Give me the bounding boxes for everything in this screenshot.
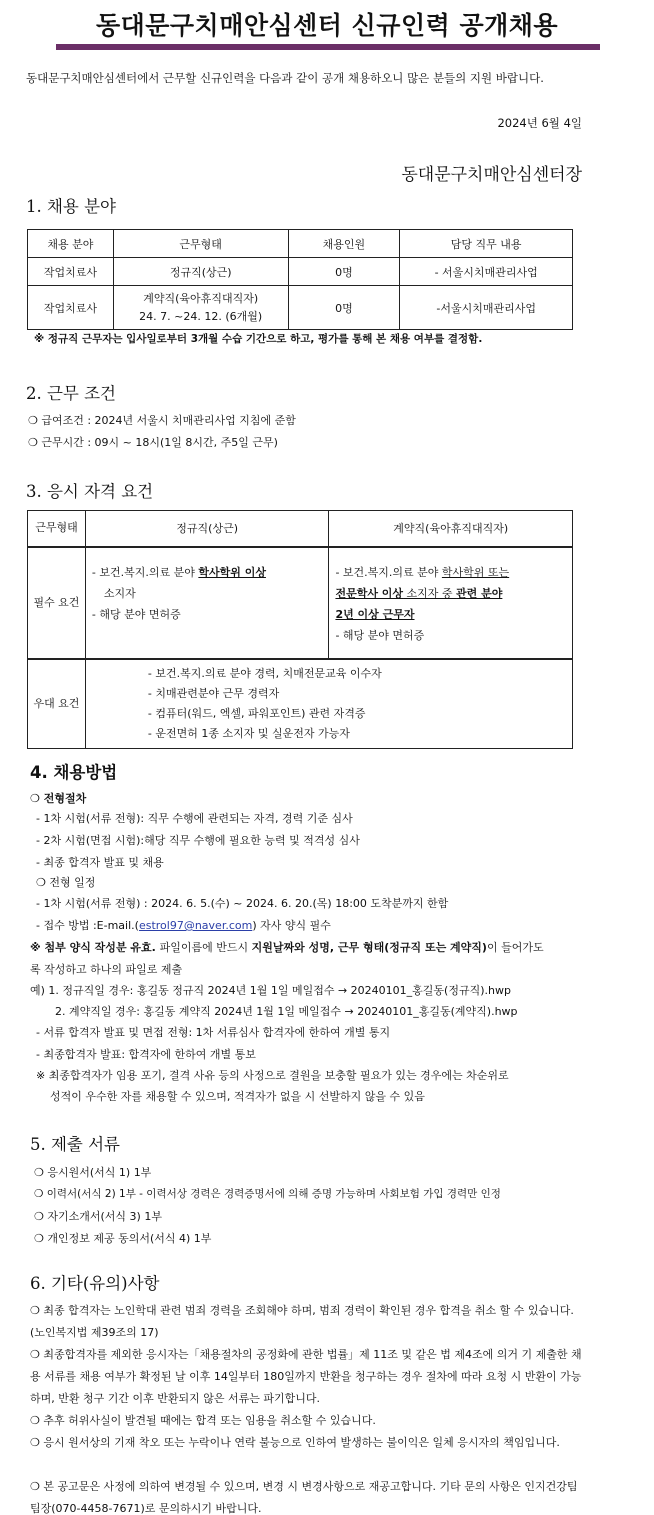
replacement-note: ※ 최종합격자가 임용 포기, 결격 사유 등의 사정으로 결원을 보충할 필요가 있는 경우에는 차순위로 — [36, 1069, 509, 1082]
table-row — [28, 258, 573, 286]
table-cell: 0명 — [288, 258, 400, 286]
requirement-text: - 보건.복지.의료 분야 — [91, 565, 199, 579]
document-item: ❍ 응시원서(서식 1) 1부 — [34, 1166, 152, 1179]
preferred-item: - 컴퓨터(워드, 엑셀, 파워포인트) 관련 자격증 — [147, 706, 366, 720]
table-header: 채용 분야 — [28, 230, 114, 258]
recruitment-field-table — [27, 229, 573, 330]
requirement-text: - 보건.복지.의료 분야 — [335, 565, 442, 579]
table-cell: -서울시치매관리사업 — [400, 286, 573, 330]
table-header: 근무형태 — [113, 230, 288, 258]
notice-paragraph: ❍ 최종합격자를 제외한 응시자는「채용절차의 공정화에 관한 법률」제 11조 및 같은 법 제4조에 의거 기 제출한 채용 서류를 채용 여부가 확정된 날 이후 14일부터 180일까지 반환을 청구하는 경우 절차에 따라 요청 시 반환이 가능하며, 반환 청구 기간 이후 반환되지 않은 서류는 파기합니다. — [30, 1348, 582, 1405]
process-step: - 1차 시험(서류 전형): 직무 수행에 관련되는 자격, 경력 기준 심사 — [36, 812, 353, 825]
table-row — [28, 286, 573, 330]
example-regular: 예) 1. 정규직일 경우: 홍길동 정규직 2024년 1월 1일 메일접수 → 20240101_홍길동(정규직).hwp — [30, 984, 511, 997]
note-emphasis: 지원날짜와 성명, 근무 형태(정규직 또는 계약직) — [251, 941, 487, 954]
note-text: 이 들어가도 — [486, 941, 544, 954]
document-item: ❍ 이력서(서식 2) 1부 - 이력서상 경력은 경력증명서에 의해 증명 가능하며 사회보험 가입 경력만 인정 — [34, 1188, 501, 1200]
attachment-note-cont: 록 작성하고 하나의 파일로 제출 — [30, 963, 183, 976]
table-header-row — [28, 511, 573, 547]
requirement-emphasis: 학사학위 또는 — [441, 565, 510, 579]
preferred-item: - 보건.복지.의료 분야 경력, 치매전문교육 이수자 — [147, 666, 382, 680]
table-cell: 0명 — [288, 286, 400, 330]
table-header-row — [28, 230, 573, 258]
process-step: - 2차 시험(면접 시험):해당 직무 수행에 필요한 능력 및 적격성 심사 — [36, 834, 360, 847]
section-6-title: 6. 기타(유의)사항 — [30, 1274, 160, 1293]
required-regular-cell — [85, 547, 329, 659]
requirement-line — [335, 562, 566, 583]
table-cell: 정규직(상근) — [113, 258, 288, 286]
section-5-title: 5. 제출 서류 — [30, 1135, 120, 1154]
table-row — [28, 659, 573, 749]
contract-type-label: 계약직(육아휴직대직자) — [143, 291, 259, 305]
replacement-note-cont: 성적이 우수한 자를 채용할 수 있으며, 적격자가 없을 시 선발하지 않을 수 있음 — [50, 1090, 425, 1103]
section-2-title: 2. 근무 조건 — [26, 384, 116, 403]
notice-paragraph: ❍ 본 공고문은 사정에 의하여 변경될 수 있으며, 변경 시 변경사항으로 재공고합니다. 기타 문의 사항은 인지건강팀 팀장(070-4458-7671)로 문의하시기 바랍니다. — [30, 1480, 578, 1515]
requirement-line: 소지자 — [103, 586, 136, 600]
requirement-line: - 해당 분야 면허증 — [91, 607, 181, 621]
requirement-line: - 해당 분야 면허증 — [335, 628, 425, 642]
interview-notice: - 서류 합격자 발표 및 면접 전형: 1차 서류심사 합격자에 한하여 개별 통지 — [36, 1026, 391, 1039]
probation-note: ※ 정규직 근무자는 입사일로부터 3개월 수습 기간으로 하고, 평가를 통해 본 채용 여부를 결정함. — [34, 333, 483, 345]
requirement-text: 소지자 중 — [403, 586, 457, 600]
table-header: 계약직(육아휴직대직자) — [329, 511, 573, 547]
announcement-date: 2024년 6월 4일 — [497, 116, 582, 130]
preferred-label: 우대 요건 — [28, 659, 86, 749]
schedule-item: - 1차 시험(서류 전형) : 2024. 6. 5.(수) ~ 2024. 6. 20.(목) 18:00 도착분까지 한함 — [36, 897, 449, 910]
requirement-line — [335, 583, 566, 604]
submission-text: - 접수 방법 :E-mail.( — [36, 919, 139, 932]
preferred-item: - 운전면허 1종 소지자 및 실운전자 가능자 — [147, 726, 350, 740]
table-cell: 작업치료사 — [28, 286, 114, 330]
title-underline-bar — [56, 44, 600, 50]
note-emphasis: ※ 첨부 양식 작성분 유효. — [30, 941, 160, 954]
note-text: 파일이름에 반드시 — [159, 941, 252, 954]
notice-paragraph: ❍ 응시 원서상의 기재 착오 또는 누락이나 연락 불능으로 인하여 발생하는 불이익은 일체 응시자의 책임입니다. — [30, 1436, 560, 1449]
qualification-table — [27, 510, 573, 749]
work-hours: ❍ 근무시간 : 09시 ~ 18시(1일 8시간, 주5일 근무) — [28, 436, 278, 449]
process-step: - 최종 합격자 발표 및 채용 — [36, 856, 164, 869]
notice-paragraph: ❍ 최종 합격자는 노인학대 관련 범죄 경력을 조회해야 하며, 범죄 경력이 확인된 경우 합격을 취소 할 수 있습니다. (노인복지법 제39조의 17) — [30, 1304, 574, 1339]
salary-condition: ❍ 급여조건 : 2024년 서울시 치매관리사업 지침에 준함 — [28, 414, 296, 427]
table-cell: 작업치료사 — [28, 258, 114, 286]
required-label: 필수 요건 — [28, 547, 86, 659]
document-item: ❍ 자기소개서(서식 3) 1부 — [34, 1210, 162, 1223]
table-header: 근무형태 — [28, 511, 86, 547]
table-row — [28, 547, 573, 659]
attachment-note — [30, 939, 544, 955]
submission-method — [36, 917, 331, 933]
email-link[interactable]: estrol97@naver.com — [138, 919, 253, 932]
example-contract: 2. 계약직일 경우: 홍길동 계약직 2024년 1월 1일 메일접수 → 20240101_홍길동(계약직).hwp — [55, 1005, 518, 1018]
section-1-title: 1. 채용 분야 — [26, 197, 116, 216]
requirement-emphasis: 전문학사 이상 — [335, 586, 404, 600]
document-item: ❍ 개인정보 제공 동의서(서식 4) 1부 — [34, 1232, 212, 1245]
requirement-emphasis: 관련 분야 — [456, 586, 503, 600]
preferred-item: - 치매관련분야 근무 경력자 — [147, 686, 280, 700]
contract-period: 24. 7. ~24. 12. (6개월) — [139, 309, 263, 323]
final-notice: - 최종합격자 발표: 합격자에 한하여 개별 통보 — [36, 1048, 256, 1061]
requirement-line: 2년 이상 근무자 — [335, 607, 415, 621]
schedule-heading: ❍ 전형 일정 — [36, 876, 96, 889]
table-header: 채용인원 — [288, 230, 400, 258]
table-cell: - 서울시치매관리사업 — [400, 258, 573, 286]
intro-text: 동대문구치매안심센터에서 근무할 신규인력을 다음과 같이 공개 채용하오니 많은 분들의 지원 바랍니다. — [26, 71, 544, 85]
notice-paragraph: ❍ 추후 허위사실이 발견될 때에는 합격 또는 임용을 취소할 수 있습니다. — [30, 1414, 376, 1427]
requirement-emphasis: 학사학위 이상 — [198, 565, 266, 579]
required-contract-cell — [329, 547, 573, 659]
table-header: 정규직(상근) — [85, 511, 329, 547]
section-3-title: 3. 응시 자격 요건 — [26, 482, 154, 501]
section-4-title: 4. 채용방법 — [30, 763, 118, 782]
preferred-cell — [85, 659, 572, 749]
page-title: 동대문구치매안심센터 신규인력 공개채용 — [95, 11, 559, 40]
requirement-line — [92, 562, 323, 583]
submission-text: ) 자사 양식 필수 — [252, 919, 331, 932]
signer-name: 동대문구치매안심센터장 — [401, 165, 582, 185]
table-cell — [113, 286, 288, 330]
screening-process-heading: ❍ 전형절차 — [30, 792, 87, 805]
table-header: 담당 직무 내용 — [400, 230, 573, 258]
